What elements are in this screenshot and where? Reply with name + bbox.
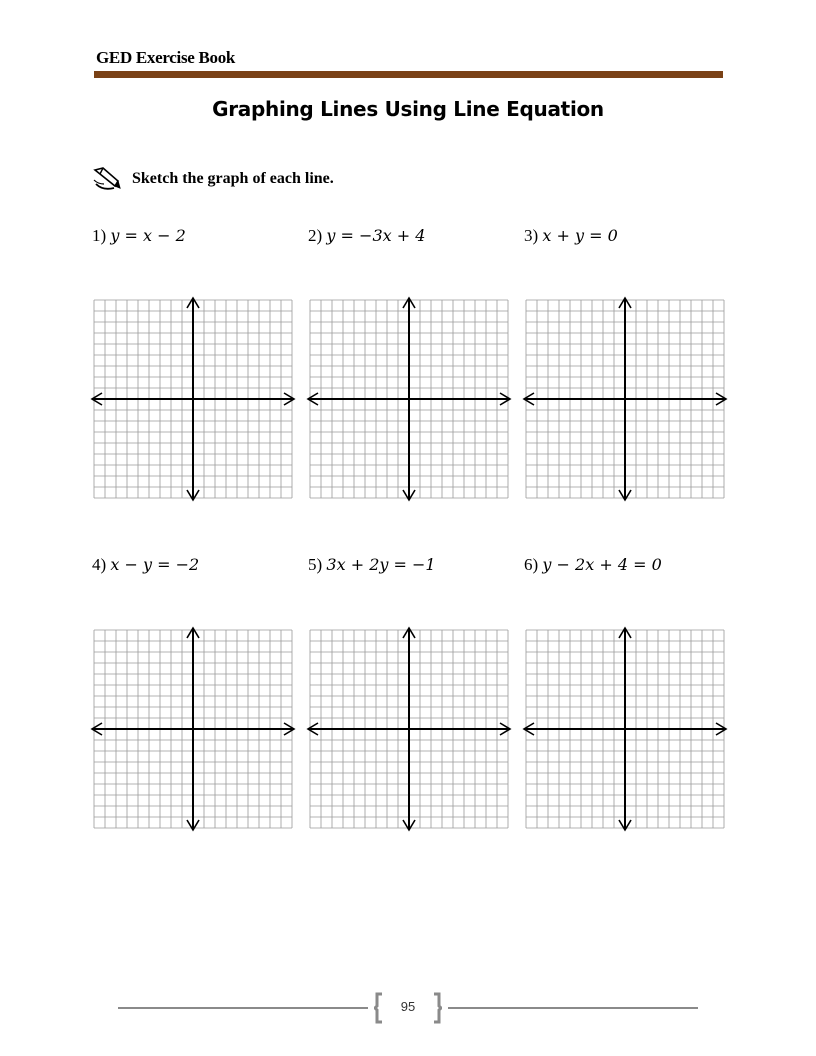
problem-3-label [524,226,618,248]
pencil-icon [92,166,124,192]
problem-number: 5) [308,555,323,574]
coordinate-grid-3[interactable] [520,294,738,504]
problem-number: 2) [308,226,323,245]
coordinate-grid-5[interactable] [304,624,522,834]
instruction [92,166,334,192]
footer-rule-right [448,1007,698,1009]
coordinate-grid-1[interactable] [88,294,306,504]
problem-number: 1) [92,226,107,245]
problem-equation: y = −3x + 4 [326,226,426,245]
footer-rule-left [118,1007,368,1009]
header-rule [94,71,723,78]
problem-6-label [524,555,662,577]
problem-1-label [92,226,186,248]
left-bracket-icon [374,992,384,1024]
problem-equation: x − y = −2 [110,555,200,574]
problem-number: 4) [92,555,107,574]
problem-5-label [308,555,436,577]
coordinate-grid-6[interactable] [520,624,738,834]
problem-2-label [308,226,425,248]
book-title: GED Exercise Book [96,48,236,67]
page-number: 95 [400,999,416,1014]
coordinate-grid-4[interactable] [88,624,306,834]
problem-equation: y = x − 2 [110,226,186,245]
right-bracket-icon [432,992,442,1024]
page-title: Graphing Lines Using Line Equation [212,97,604,121]
problem-number: 3) [524,226,539,245]
instruction-text: Sketch the graph of each line. [132,170,334,187]
problem-equation: x + y = 0 [542,226,618,245]
coordinate-grid-2[interactable] [304,294,522,504]
problem-4-label [92,555,199,577]
problem-equation: y − 2x + 4 = 0 [542,555,662,574]
problem-equation: 3x + 2y = −1 [326,555,436,574]
problem-number: 6) [524,555,539,574]
